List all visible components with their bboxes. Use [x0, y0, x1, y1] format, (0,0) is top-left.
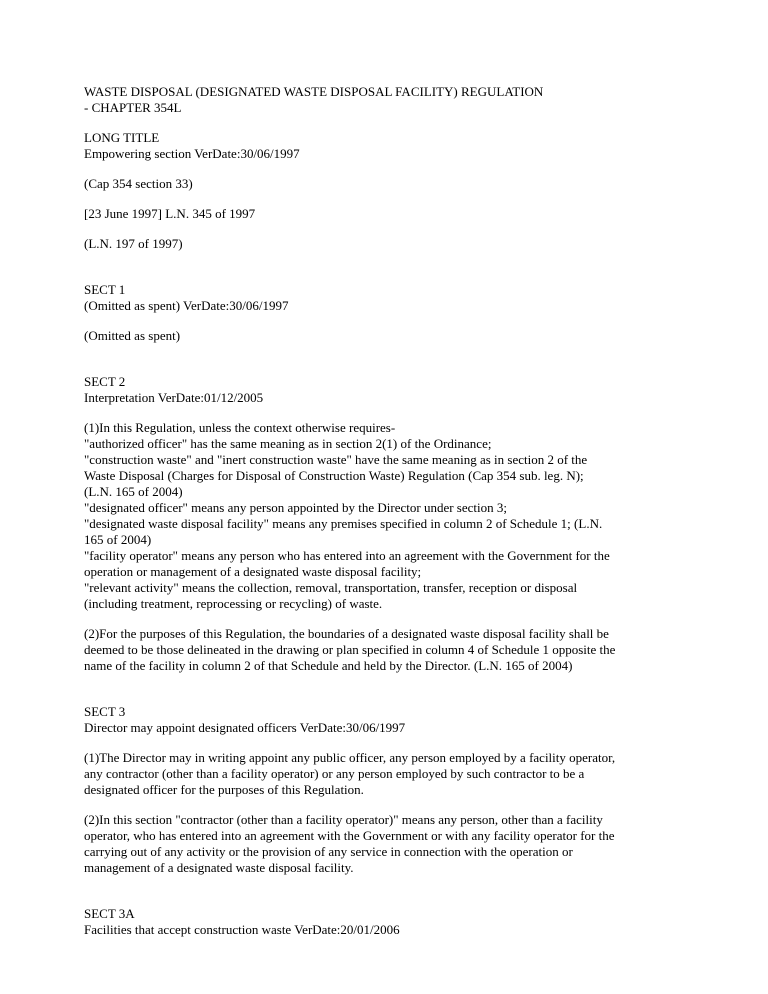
section-3a-subheading: Facilities that accept construction waste VerDate:20/01/2006	[84, 922, 400, 937]
document-title-line-2: - CHAPTER 354L	[84, 100, 182, 115]
text-line: (L.N. 165 of 2004)	[84, 484, 183, 499]
section-2-subheading: Interpretation VerDate:01/12/2005	[84, 390, 264, 405]
text-line: deemed to be those delineated in the drawing or plan specified in column 4 of Schedule 1 opposite the	[84, 642, 616, 657]
section-1-subheading: (Omitted as spent) VerDate:30/06/1997	[84, 298, 289, 313]
text-line: Waste Disposal (Charges for Disposal of Construction Waste) Regulation (Cap 354 sub. leg. N);	[84, 468, 584, 483]
text-line: "facility operator" means any person who has entered into an agreement with the Government for the	[84, 548, 610, 563]
long-title-subheading: Empowering section VerDate:30/06/1997	[84, 146, 300, 161]
text-line: operation or management of a designated waste disposal facility;	[84, 564, 422, 579]
document-title-line-1: WASTE DISPOSAL (DESIGNATED WASTE DISPOSAL FACILITY) REGULATION	[84, 84, 544, 99]
text-line: "designated officer" means any person appointed by the Director under section 3;	[84, 500, 507, 515]
section-3-subheading: Director may appoint designated officers VerDate:30/06/1997	[84, 720, 406, 735]
long-title-paragraph: [23 June 1997] L.N. 345 of 1997	[84, 206, 256, 221]
text-line: (1)The Director may in writing appoint any public officer, any person employed by a facility operator,	[84, 750, 616, 765]
section-3-heading: SECT 3	[84, 704, 126, 719]
section-3a-heading: SECT 3A	[84, 906, 135, 921]
text-line: "authorized officer" has the same meaning as in section 2(1) of the Ordinance;	[84, 436, 492, 451]
section-2-heading: SECT 2	[84, 374, 126, 389]
text-line: (2)In this section "contractor (other than a facility operator)" means any person, other than a facility	[84, 812, 603, 827]
text-line: any contractor (other than a facility operator) or any person employed by such contractor to be a	[84, 766, 585, 781]
text-line: management of a designated waste disposal facility.	[84, 860, 354, 875]
section-1-heading: SECT 1	[84, 282, 126, 297]
text-line: name of the facility in column 2 of that Schedule and held by the Director. (L.N. 165 of 2004)	[84, 658, 573, 673]
section-2-paragraph-1	[84, 420, 700, 612]
text-line: (2)For the purposes of this Regulation, the boundaries of a designated waste disposal facility shall be	[84, 626, 609, 641]
long-title-paragraph: (L.N. 197 of 1997)	[84, 236, 183, 251]
text-line: operator, who has entered into an agreement with the Government or with any facility operator for the	[84, 828, 615, 843]
text-line: (1)In this Regulation, unless the context otherwise requires-	[84, 420, 396, 435]
text-line: (including treatment, reprocessing or recycling) of waste.	[84, 596, 383, 611]
text-line: "construction waste" and "inert construction waste" have the same meaning as in section 2 of the	[84, 452, 588, 467]
section-3-paragraph-1	[84, 750, 700, 798]
section-3-paragraph-2	[84, 812, 700, 876]
text-line: 165 of 2004)	[84, 532, 152, 547]
long-title-paragraph: (Cap 354 section 33)	[84, 176, 193, 191]
section-2-paragraph-2	[84, 626, 700, 674]
long-title-heading: LONG TITLE	[84, 130, 160, 145]
section-1-paragraph: (Omitted as spent)	[84, 328, 181, 343]
text-line: "relevant activity" means the collection, removal, transportation, transfer, reception or disposal	[84, 580, 578, 595]
text-line: carrying out of any activity or the provision of any service in connection with the operation or	[84, 844, 573, 859]
text-line: designated officer for the purposes of this Regulation.	[84, 782, 364, 797]
text-line: "designated waste disposal facility" means any premises specified in column 2 of Schedule 1; (L.N.	[84, 516, 603, 531]
